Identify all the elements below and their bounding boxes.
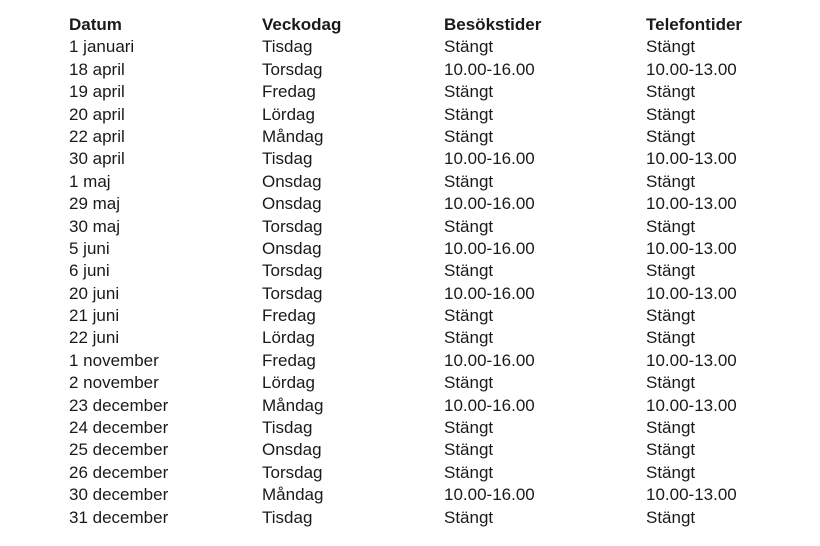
weekday-cell: Fredag [262,306,316,326]
visiting-hours-cell: Stängt [444,261,494,281]
visiting-hours-cell: Stängt [444,104,494,124]
table-row [69,484,769,506]
weekday-cell: Torsdag [262,462,323,482]
phone-hours-cell: Stängt [646,104,696,124]
phone-hours-cell: 10.00-13.00 [646,149,737,169]
phone-hours-cell: Stängt [646,171,696,191]
phone-hours-cell: 10.00-13.00 [646,350,737,370]
table-row [69,462,769,484]
phone-hours-cell: Stängt [646,328,696,348]
table-row [69,350,769,372]
table-row [69,36,769,58]
weekday-cell: Tisdag [262,149,313,169]
weekday-cell: Tisdag [262,418,313,438]
phone-hours-cell: Stängt [646,440,696,460]
date-cell: 5 juni [69,238,110,258]
weekday-cell: Onsdag [262,440,322,460]
weekday-cell: Onsdag [262,238,322,258]
date-cell: 1 maj [69,171,111,191]
table-row [69,193,769,215]
weekday-cell: Fredag [262,350,316,370]
date-cell: 30 april [69,149,125,169]
table-row [69,216,769,238]
weekday-cell: Onsdag [262,194,322,214]
date-cell: 19 april [69,82,125,102]
header-veckodag: Veckodag [262,15,342,34]
date-cell: 2 november [69,373,159,393]
visiting-hours-cell: 10.00-16.00 [444,238,535,258]
table-row [69,439,769,461]
table-row [69,238,769,260]
visiting-hours-cell: 10.00-16.00 [444,194,535,214]
weekday-cell: Onsdag [262,171,322,191]
weekday-cell: Måndag [262,485,324,505]
weekday-cell: Måndag [262,395,324,415]
phone-hours-cell: Stängt [646,306,696,326]
phone-hours-cell: 10.00-13.00 [646,283,737,303]
table-row [69,260,769,282]
table-row [69,59,769,81]
table-row [69,171,769,193]
weekday-cell: Torsdag [262,283,323,303]
date-cell: 22 juni [69,328,120,348]
table-row [69,148,769,170]
visiting-hours-cell: 10.00-16.00 [444,485,535,505]
visiting-hours-cell: Stängt [444,126,494,146]
date-cell: 20 april [69,104,125,124]
visiting-hours-cell: 10.00-16.00 [444,283,535,303]
table-row [69,507,769,529]
table-row [69,395,769,417]
table-row [69,305,769,327]
visiting-hours-cell: Stängt [444,306,494,326]
visiting-hours-cell: 10.00-16.00 [444,395,535,415]
table-row [69,372,769,394]
date-cell: 20 juni [69,283,120,303]
table-row [69,327,769,349]
weekday-cell: Torsdag [262,216,323,236]
visiting-hours-cell: Stängt [444,418,494,438]
date-cell: 1 januari [69,37,135,57]
phone-hours-cell: 10.00-13.00 [646,485,737,505]
visiting-hours-cell: Stängt [444,171,494,191]
phone-hours-cell: Stängt [646,507,696,527]
date-cell: 6 juni [69,261,110,281]
phone-hours-cell: 10.00-13.00 [646,238,737,258]
table-row [69,417,769,439]
weekday-cell: Tisdag [262,507,313,527]
date-cell: 30 december [69,485,169,505]
visiting-hours-cell: Stängt [444,82,494,102]
visiting-hours-cell: Stängt [444,462,494,482]
visiting-hours-cell: 10.00-16.00 [444,149,535,169]
phone-hours-cell: Stängt [646,126,696,146]
weekday-cell: Torsdag [262,59,323,79]
visiting-hours-cell: 10.00-16.00 [444,59,535,79]
phone-hours-cell: Stängt [646,82,696,102]
header-besokstider: Besökstider [444,15,542,34]
phone-hours-cell: Stängt [646,261,696,281]
weekday-cell: Lördag [262,104,315,124]
weekday-cell: Lördag [262,373,315,393]
date-cell: 25 december [69,440,169,460]
table-row [69,104,769,126]
phone-hours-cell: 10.00-13.00 [646,395,737,415]
phone-hours-cell: Stängt [646,373,696,393]
date-cell: 26 december [69,462,169,482]
weekday-cell: Tisdag [262,37,313,57]
visiting-hours-cell: Stängt [444,440,494,460]
phone-hours-cell: Stängt [646,418,696,438]
phone-hours-cell: Stängt [646,462,696,482]
weekday-cell: Torsdag [262,261,323,281]
date-cell: 18 april [69,59,125,79]
phone-hours-cell: 10.00-13.00 [646,59,737,79]
date-cell: 22 april [69,126,125,146]
table-header-row [69,14,769,36]
weekday-cell: Måndag [262,126,324,146]
visiting-hours-cell: Stängt [444,328,494,348]
visiting-hours-cell: Stängt [444,373,494,393]
opening-hours-table [69,14,769,529]
date-cell: 1 november [69,350,159,370]
phone-hours-cell: Stängt [646,37,696,57]
header-datum: Datum [69,15,122,34]
phone-hours-cell: 10.00-13.00 [646,194,737,214]
date-cell: 23 december [69,395,169,415]
date-cell: 29 maj [69,194,121,214]
weekday-cell: Fredag [262,82,316,102]
date-cell: 24 december [69,418,169,438]
table-row [69,126,769,148]
header-telefontider: Telefontider [646,15,743,34]
visiting-hours-cell: Stängt [444,507,494,527]
table-body [69,36,769,529]
visiting-hours-cell: Stängt [444,216,494,236]
weekday-cell: Lördag [262,328,315,348]
date-cell: 31 december [69,507,169,527]
visiting-hours-cell: Stängt [444,37,494,57]
date-cell: 21 juni [69,306,120,326]
date-cell: 30 maj [69,216,121,236]
visiting-hours-cell: 10.00-16.00 [444,350,535,370]
phone-hours-cell: Stängt [646,216,696,236]
table-row [69,81,769,103]
table-row [69,283,769,305]
